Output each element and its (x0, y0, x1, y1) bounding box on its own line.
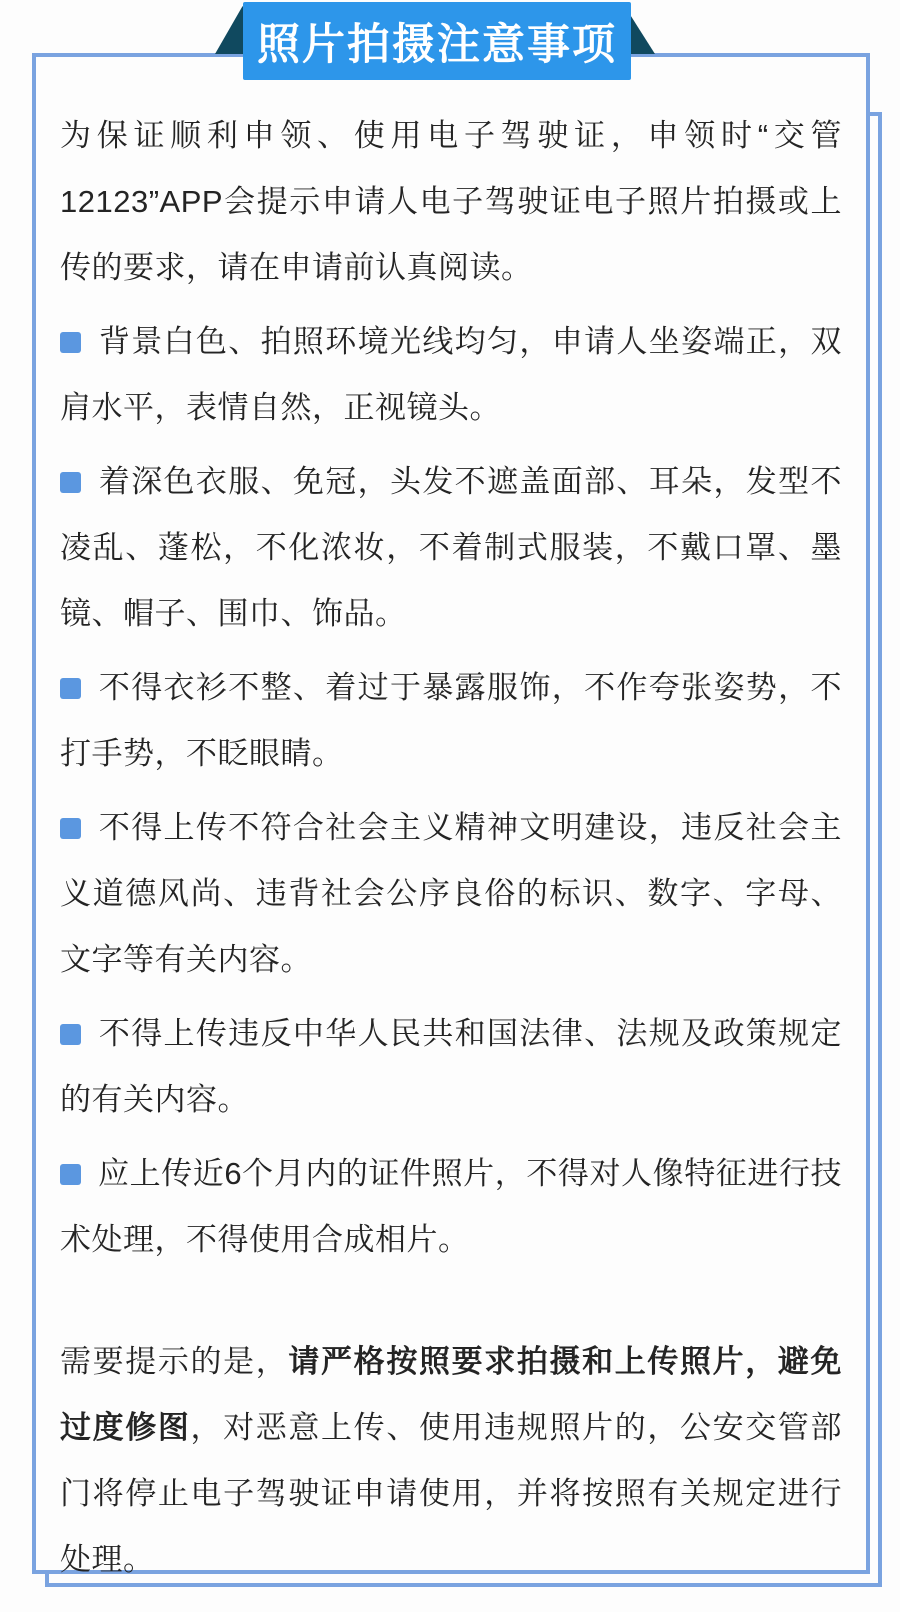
title-banner (243, 2, 631, 80)
notice-item-text: 不得上传违反中华人民共和国法律、法规及政策规定的有关内容。 (60, 1016, 842, 1117)
footer-normal-start: 需要提示的是， (60, 1344, 289, 1379)
notice-item-text: 不得上传不符合社会主义精神文明建设，违反社会主义道德风尚、违背社会公序良俗的标识、数字、字母、文字等有关内容。 (60, 810, 842, 977)
bullet-square-icon (60, 332, 81, 353)
bullet-square-icon (60, 818, 81, 839)
footer-warning-paragraph (60, 1329, 842, 1593)
notice-item (60, 795, 842, 993)
bullet-square-icon (60, 1164, 81, 1185)
bullet-square-icon (60, 1024, 81, 1045)
ribbon-fold-left-icon (215, 6, 245, 54)
intro-paragraph: 为保证顺利申领、使用电子驾驶证，申领时“交管12123”APP会提示申请人电子驾驶证电子照片拍摄或上传的要求，请在申请前认真阅读。 (60, 118, 842, 285)
ribbon-fold-right-icon (629, 13, 655, 54)
echo-frame-top-stub (866, 112, 882, 116)
notice-item (60, 1141, 842, 1273)
notice-item (60, 449, 842, 647)
bullet-square-icon (60, 472, 81, 493)
notice-item-text: 着深色衣服、免冠，头发不遮盖面部、耳朵，发型不凌乱、蓬松，不化浓妆，不着制式服装，不戴口罩、墨镜、帽子、围巾、饰品。 (60, 464, 842, 631)
bullet-square-icon (60, 678, 81, 699)
notice-item-text: 背景白色、拍照环境光线均匀，申请人坐姿端正，双肩水平，表情自然，正视镜头。 (60, 324, 842, 425)
notice-item-text: 不得衣衫不整、着过于暴露服饰，不作夸张姿势，不打手势，不眨眼睛。 (60, 670, 842, 771)
footer-bold-warning: 请严格按照要求拍摄和上传照片，避免过度修图 (60, 1344, 843, 1445)
notice-content (60, 103, 842, 1593)
notice-item (60, 655, 842, 787)
notice-item (60, 309, 842, 441)
page-title: 照片拍摄注意事项 (257, 20, 617, 69)
echo-frame-left-stub (45, 1570, 49, 1587)
notice-item (60, 1001, 842, 1133)
notice-item-text: 应上传近6个月内的证件照片，不得对人像特征进行技术处理，不得使用合成相片。 (60, 1156, 842, 1257)
footer-normal-end: ，对恶意上传、使用违规照片的，公安交管部门将停止电子驾驶证申请使用，并将按照有关规定进行处理。 (60, 1410, 843, 1577)
